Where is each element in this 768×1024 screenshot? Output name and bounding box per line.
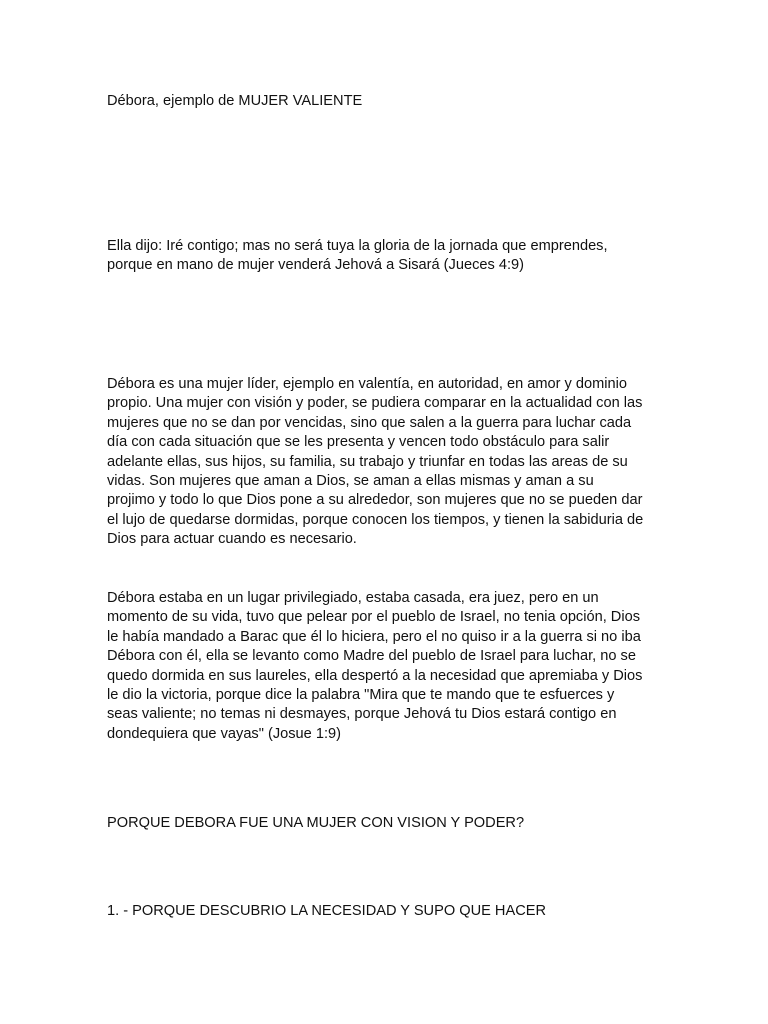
point-heading-1 <box>107 902 667 921</box>
quote-line: Ella dijo: Iré contigo; mas no será tuya la gloria de la jornada que emprendes, <box>107 238 608 254</box>
paragraph-line: le había mandado a Barac que él lo hiciera, pero el no quiso ir a la guerra si no iba <box>107 628 641 645</box>
scripture-quote <box>107 237 667 276</box>
paragraph-line: adelante ellas, sus hijos, su familia, su trabajo y triunfar en todas las areas de su <box>107 453 628 470</box>
paragraph-debora-leader <box>107 375 667 550</box>
quote-line: porque en mano de mujer venderá Jehová a Sisará (Jueces 4:9) <box>107 257 524 274</box>
paragraph-line: Débora con él, ella se levanto como Madre del pueblo de Israel para luchar, no se <box>107 648 636 665</box>
paragraph-line: momento de su vida, tuvo que pelear por el pueblo de Israel, no tenia opción, Dios <box>107 609 641 626</box>
title-line: Débora, ejemplo de MUJER VALIENTE <box>107 93 363 109</box>
paragraph-line: Débora es una mujer líder, ejemplo en valentía, en autoridad, en amor y dominio <box>107 376 628 392</box>
paragraph-line: quedo dormida en sus laureles, ella despertó a la necesidad que apremiaba y Dios <box>107 667 643 684</box>
paragraph-line: dondequiera que vayas" (Josue 1:9) <box>107 725 341 742</box>
paragraph-line: le dio la victoria, porque dice la palabra "Mira que te mando que te esfuerces y <box>107 687 615 704</box>
section-question <box>107 814 667 833</box>
paragraph-line: el lujo de quedarse dormidas, porque conocen los tiempos, y tienen la sabiduria de <box>107 511 644 528</box>
paragraph-line: Débora estaba en un lugar privilegiado, estaba casada, era juez, pero en un <box>107 590 599 606</box>
paragraph-line: propio. Una mujer con visión y poder, se pudiera comparar en la actualidad con las <box>107 395 643 412</box>
paragraph-line: projimo y todo lo que Dios pone a su alrededor, son mujeres que no se pueden dar <box>107 492 643 509</box>
paragraph-debora-judge <box>107 589 667 744</box>
paragraph-line: seas valiente; no temas ni desmayes, porque Jehová tu Dios estará contigo en <box>107 706 617 723</box>
paragraph-line: vidas. Son mujeres que aman a Dios, se aman a ellas mismas y aman a su <box>107 473 594 490</box>
paragraph-line: día con cada situación que se les presenta y vencen todo obstáculo para salir <box>107 434 610 451</box>
point-line: 1. - PORQUE DESCUBRIO LA NECESIDAD Y SUPO QUE HACER <box>107 903 547 919</box>
document-title <box>107 92 667 111</box>
paragraph-line: mujeres que no se dan por vencidas, sino que salen a la guerra para luchar cada <box>107 414 632 431</box>
question-line: PORQUE DEBORA FUE UNA MUJER CON VISION Y PODER? <box>107 815 525 831</box>
paragraph-line: Dios para actuar cuando es necesario. <box>107 531 357 548</box>
